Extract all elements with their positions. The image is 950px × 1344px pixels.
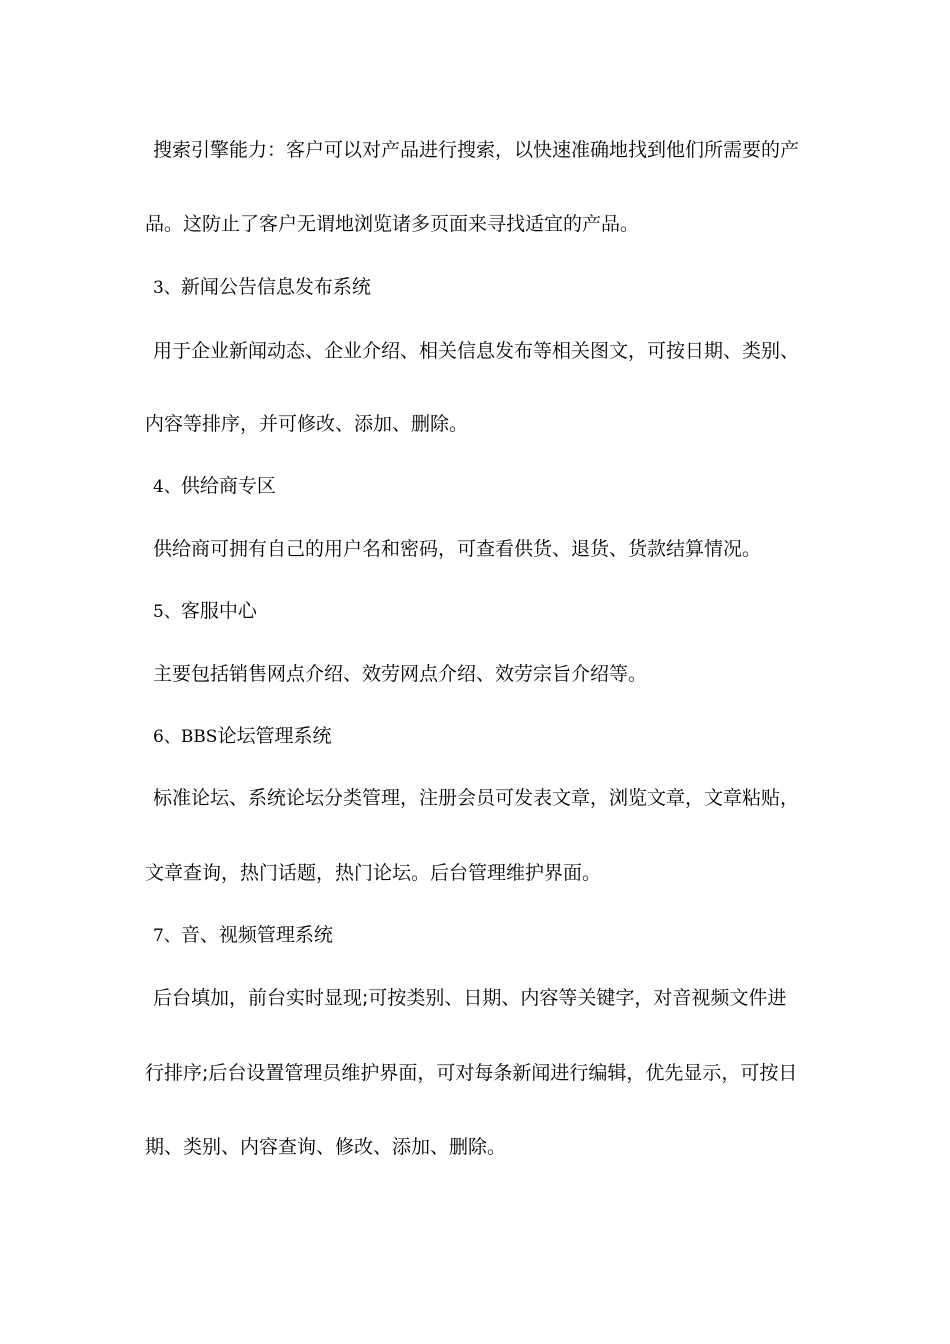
section-7-heading (145, 923, 823, 948)
section-7-paragraph-line-2: 行排序;后台设置管理员维护界面，可对每条新闻进行编辑，优先显示，可按日 (145, 1062, 798, 1084)
section-4-title: 供给商专区 (180, 475, 276, 497)
section-7-title: 音、视频管理系统 (180, 924, 333, 946)
section-7-paragraph-line-3: 期、类别、内容查询、修改、添加、删除。 (145, 1136, 507, 1158)
section-7-paragraph-line-1: 后台填加，前台实时显现;可按类别、日期、内容等关键字，对音视频文件进 (153, 987, 787, 1009)
section-6-heading (145, 724, 823, 749)
section-6-number: 6、BBS (153, 727, 218, 747)
section-3-number: 3、 (153, 278, 181, 298)
section-6-title: 论坛管理系统 (217, 725, 332, 747)
section-4-heading (145, 474, 823, 499)
section-3-heading (145, 275, 823, 300)
section-5-paragraph-line-1: 主要包括销售网点介绍、效劳网点介绍、效劳宗旨介绍等。 (153, 663, 648, 685)
section-4-paragraph-line-1: 供给商可拥有自己的用户名和密码，可查看供货、退货、货款结算情况。 (153, 538, 762, 560)
section-7-number: 7、 (153, 926, 181, 946)
section-5-title: 客服中心 (180, 600, 257, 622)
search-paragraph-line-1: 搜索引擎能力：客户可以对产品进行搜索，以快速准确地找到他们所需要的产 (153, 139, 800, 161)
section-3-title: 新闻公告信息发布系统 (180, 276, 371, 298)
search-paragraph-line-2: 品。这防止了客户无谓地浏览诸多页面来寻找适宜的产品。 (145, 213, 640, 235)
section-3-paragraph-line-2: 内容等排序，并可修改、添加、删除。 (145, 413, 469, 435)
section-6-paragraph-line-2: 文章查询，热门话题，热门论坛。后台管理维护界面。 (145, 862, 602, 884)
section-3-paragraph-line-1: 用于企业新闻动态、企业介绍、相关信息发布等相关图文，可按日期、类别、 (153, 340, 800, 362)
section-6-paragraph-line-1: 标准论坛、系统论坛分类管理，注册会员可发表文章，浏览文章，文章粘贴， (153, 787, 800, 809)
section-5-number: 5、 (153, 602, 181, 622)
section-5-heading (145, 599, 823, 624)
section-4-number: 4、 (153, 477, 181, 497)
